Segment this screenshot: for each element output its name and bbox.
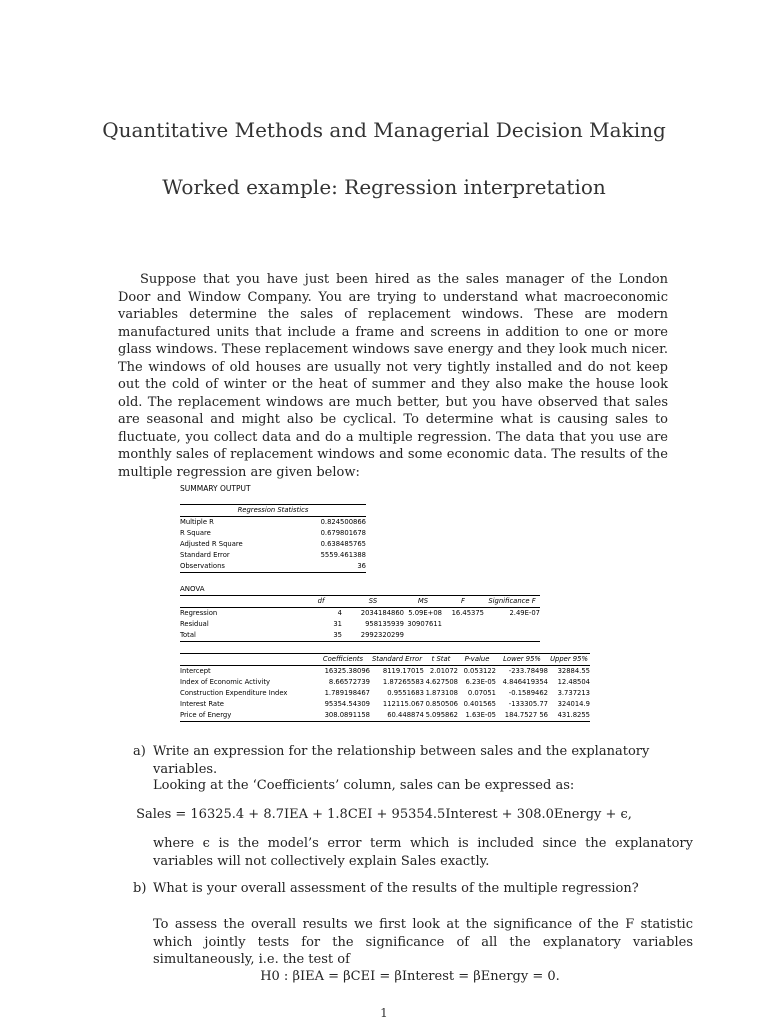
question-b-label: b) xyxy=(133,881,147,896)
table-row: Observations 36 xyxy=(180,561,366,573)
regression-statistics-header: Regression Statistics xyxy=(180,505,366,517)
table-row: Multiple R 0.824500866 xyxy=(180,518,366,526)
table-row: Residual 31 958135939 30907611 xyxy=(180,620,442,628)
regression-statistics-table xyxy=(180,504,366,573)
intro-paragraph: Suppose that you have just been hired as the sales manager of the London Door and Window Company. You are trying to understand what macroeconomic variables determine the sales of replacement windows. These are modern manufactured units that include a frame and screens in addition to one or more glass windows. These replacement windows save energy and they look much nicer. The windows of old houses are usually not very tightly installed and do not keep out the cold of winter or the heat of summer and they also make the house look old. The replacement windows are much better, but you have observed that sales are seasonal and might also be cyclical. To determine what is causing sales to fluctuate, you collect data and do a multiple regression. The data that you use are monthly sales of replacement windows and some economic data. The results of the multiple regression are given below: xyxy=(118,272,668,480)
table-row: R Square 0.679801678 xyxy=(180,529,366,537)
table-row: Price of Energy 308.0891158 60.448874 5.095862 1.63E-05 184.7527 56 431.8255 xyxy=(180,710,590,722)
anova-label: ANOVA xyxy=(180,585,205,593)
coefficients-table: Coefficients Standard Error t Stat P-value Lower 95% Upper 95% Intercept 16325.38096 8119.17015 2.01072 0.053122 -233.78498 32884.55 Index of Economic Activity 8.66572739 1.87265583 4.627508 6.23E-05 4.846419354 12.48504 Construction Expenditure Index 1.789198467 0.9551683 1.873108 0.07051 -0.1589462 3.737213 Interest Rate 95354.54309 112115.067 0.850506 0.401565 -133305.77 324014.9 Price of Energy 308.0891158 60.448874 5.095862 1.63E-05 184.7527 56 431.8255 xyxy=(180,653,590,722)
table-row: Regression 4 2034184860 5.09E+08 16.45375 2.49E-07 xyxy=(180,609,540,617)
table-row: Construction Expenditure Index 1.789198467 0.9551683 1.873108 0.07051 -0.1589462 3.737213 xyxy=(180,689,590,697)
summary-output-title: SUMMARY OUTPUT xyxy=(180,484,251,493)
sales-equation: Sales = 16325.4 + 8.7IEA + 1.8CEI + 95354.5Interest + 308.0Energy + ϵ, xyxy=(136,807,632,822)
question-a-label: a) xyxy=(133,744,146,759)
document-subtitle: Worked example: Regression interpretation xyxy=(162,175,606,199)
table-row: Index of Economic Activity 8.66572739 1.87265583 4.627508 6.23E-05 4.846419354 12.48504 xyxy=(180,678,590,686)
page-number: 1 xyxy=(380,1006,388,1020)
answer-a-intro: Looking at the ‘Coefficients’ column, sales can be expressed as: xyxy=(153,778,575,793)
document-title: Quantitative Methods and Managerial Decision Making xyxy=(102,118,666,142)
anova-table: df SS MS F Significance F Regression 4 2034184860 5.09E+08 16.45375 2.49E-07 Residual 31 958135939 30907611 Total 35 2992320299 xyxy=(180,595,540,642)
table-row: Adjusted R Square 0.638485765 xyxy=(180,540,366,548)
question-b-text: What is your overall assessment of the results of the multiple regression? xyxy=(153,881,639,896)
null-hypothesis-equation: H0 : βIEA = βCEI = βInterest = βEnergy = 0. xyxy=(260,969,560,984)
answer-a-note: where ϵ is the model’s error term which is included since the explanatory variables will not collectively explain Sales exactly. xyxy=(153,836,693,869)
table-row: Intercept 16325.38096 8119.17015 2.01072 0.053122 -233.78498 32884.55 xyxy=(180,667,590,675)
table-row: Interest Rate 95354.54309 112115.067 0.850506 0.401565 -133305.77 324014.9 xyxy=(180,700,590,708)
question-a-text: Write an expression for the relationship between sales and the explanatory variables. xyxy=(153,744,650,777)
answer-b-text: To assess the overall results we first look at the significance of the F statistic which jointly tests for the significance of all the explanatory variables simultaneously, i.e. the test of xyxy=(153,917,693,967)
table-row: Standard Error 5559.461388 xyxy=(180,551,366,559)
table-row: Total 35 2992320299 xyxy=(180,630,540,642)
